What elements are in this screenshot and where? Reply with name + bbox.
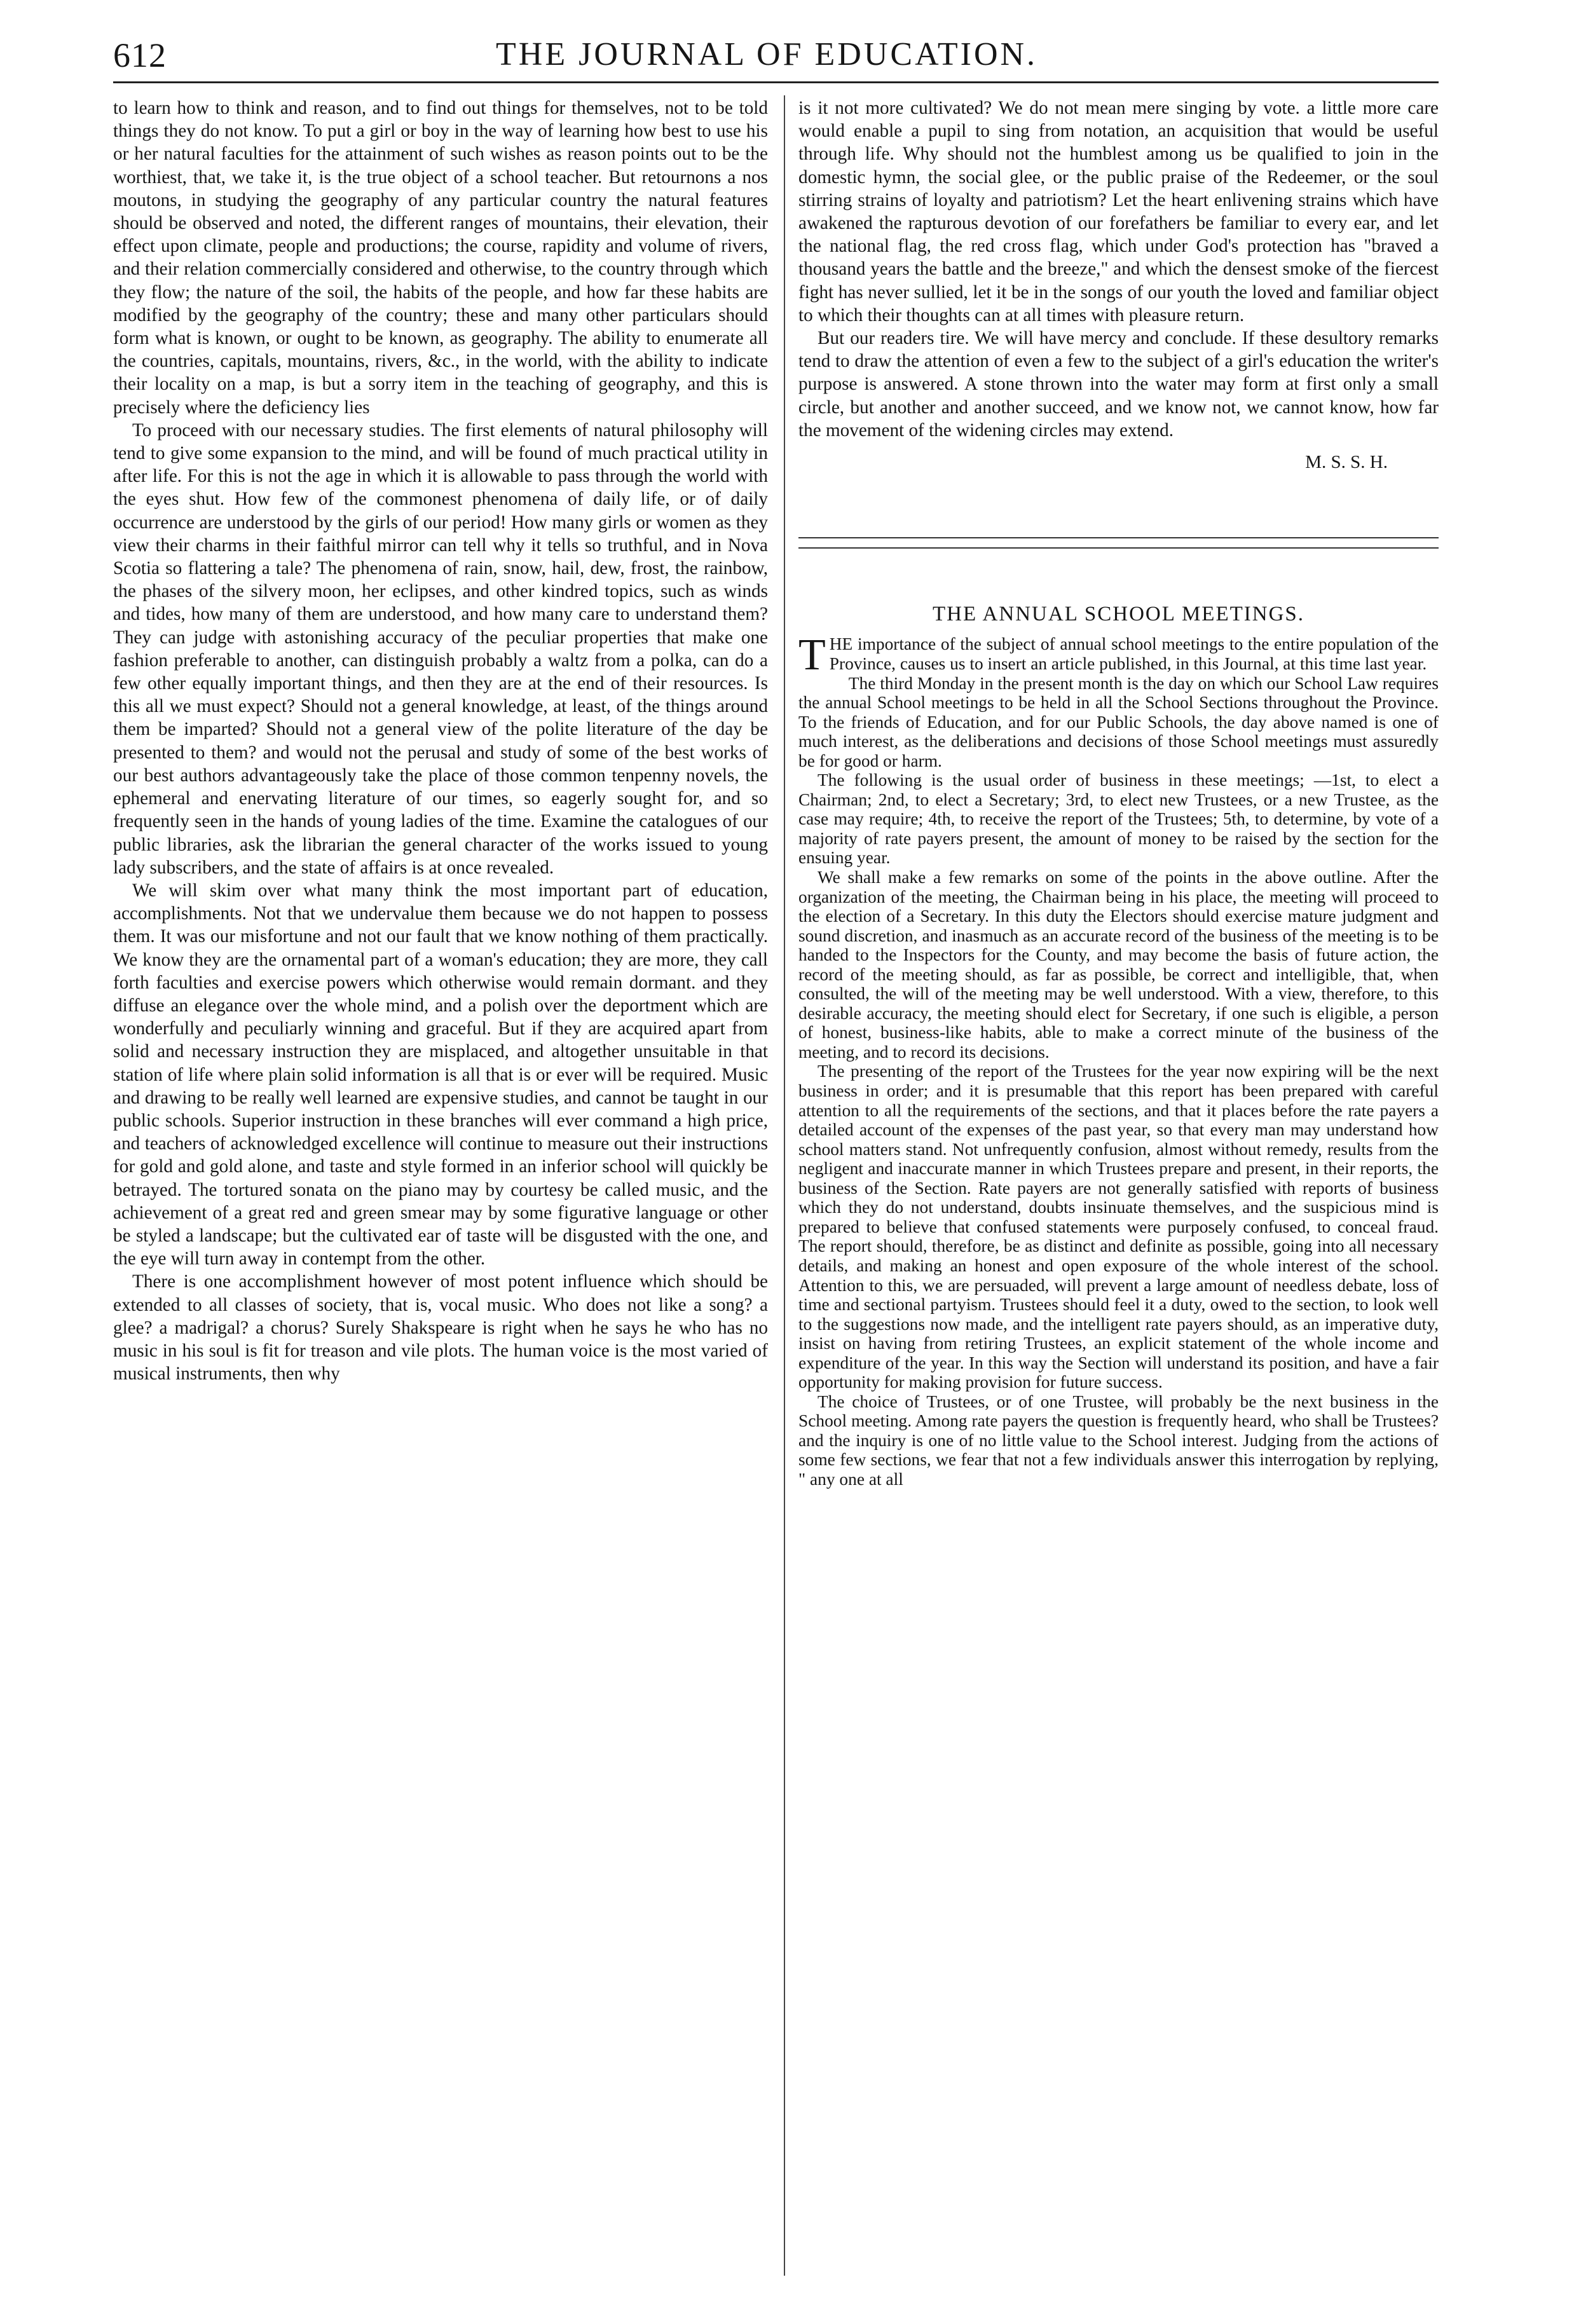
paragraph: There is one accomplishment however of most potent influence which should be extended to all classes of society, that is, vocal music. Who does not like a song? a glee? a madrigal? a chorus? Surely Shakspeare is right when he says he who has no music in his soul is fit for treason and vile plots. The human voice is the most varied of musical instruments, then why bbox=[113, 1271, 768, 1384]
section-body bbox=[798, 631, 1439, 1489]
header-rule bbox=[113, 81, 1439, 83]
section-title: THE ANNUAL SCHOOL MEETINGS. bbox=[932, 603, 1305, 626]
paragraph: But our readers tire. We will have mercy and conclude. If these desultory remarks tend to draw the attention of even a few to the subject of a girl's education the writer's purpose is answered. A stone thrown into the water may form at first only a small circle, but another and another succeed, and we know not, we cannot know, how far the movement of the widening circles may extend. bbox=[798, 328, 1439, 441]
section-divider bbox=[798, 537, 1439, 549]
right-column bbox=[798, 97, 1439, 1489]
paragraph: We will skim over what many think the most important part of education, accomplishments. Not that we undervalue them because we do not happen to possess them. It was our misfortune and not our fault that we know nothing of them practically. We know they are the ornamental part of a woman's education; they are more, they call forth faculties and exercise powers which otherwise would remain dormant. and they diffuse an elegance over the whole mind, and a polish over the deportment which are wonderfully and peculiarly winning and graceful. But if they are acquired apart from solid and necessary instruction they are misplaced, and altogether unsuitable in that station of life where plain solid information is all that is or ever will be required. Music and drawing to be really well learned are expensive studies, and cannot be taught in our public schools. Superior instruction in these branches will ever command a high price, and teachers of acknowledged excellence will continue to measure out their instructions for gold and gold alone, and taste and style formed in an inferior school will quickly be betrayed. The tortured sonata on the piano may by courtesy be called music, and the achievement of a great red and green smear may by some figurative language or other be styled a landscape; but the cultivated ear of taste will be disgusted with the one, and the eye will turn away in contempt from the other. bbox=[113, 880, 768, 1269]
paragraph: The presenting of the report of the Trustees for the year now expiring will be the next business in order; and it is presumable that this report has been prepared with careful attention to all the requirements of the sections, and that it places before the rate payers a detailed account of the expenses of the past year, so that every man may understand how school matters stand. Not unfrequently confusion, almost without remedy, results from the negligent and inaccurate manner in which Trustees prepare and present, in their reports, the business of the Section. Rate payers are not generally satisfied with reports of business which they do not understand, doubts insinuate themselves, and the suspicious mind is prepared to believe that confused statements were purposely confused, to conceal fraud. The report should, therefore, be as distinct and definite as possible, going into all necessary details, and making an honest and open exposure of the whole interest of the school. Attention to this, we are persuaded, will prevent a large amount of needless debate, loss of time and sectional partyism. Trustees should feel it a duty, owed to the section, to look well to the suggestions now made, and the intelligent rate payers should, as an imperative duty, insist on having from retiring Trustees, an explicit statement of the whole income and expenditure of the year. In this way the Section will understand its position, and have a fair opportunity for making provision for future success. bbox=[798, 1062, 1439, 1392]
paragraph: is it not more cultivated? We do not mean mere singing by vote. a little more care would enable a pupil to sing from notation, an acquisition that would be useful through life. Why should not the humblest among us be qualified to join in the domestic hymn, the social glee, or the public praise of the Redeemer, or the soul stirring strains of loyalty and patriotism? Let the heart enlivening strains which have awakened the rapturous devotion of our forefathers be familiar to every ear, and let the national flag, the red cross flag, which under God's protection has "braved a thousand years the battle and the breeze," and which the densest smoke of the fiercest fight has never sullied, let it be in the songs of our youth the loved and familiar object to which their thoughts can at all times with pleasure return. bbox=[798, 98, 1439, 325]
page-number: 612 bbox=[113, 36, 167, 74]
paragraph: to learn how to think and reason, and to find out things for themselves, not to be told things they do not know. To put a girl or boy in the way of learning how best to use his or her natural faculties for the attainment of such wishes as reason points out to be the worthiest, that, we take it, is the true object of a school teacher. But retournons a nos moutons, in studying the geography of any particular country the natural features should be observed and noted, the different ranges of mountains, their elevation, their effect upon climate, people and productions; the course, rapidity and volume of rivers, and their relation commercially considered and otherwise, to the country through which they flow; the nature of the soil, the habits of the people, and how far these habits are modified by the geography of the country; these and many other particulars should form what is known, or ought to be known, as geography. The ability to enumerate all the countries, capitals, mountains, rivers, &c., in the world, with the ability to indicate their locality on a map, is but a sorry item in the teaching of geography, and this is precisely where the deficiency lies bbox=[113, 98, 768, 418]
paragraph: The third Monday in the present month is the day on which our School Law requires the annual School meetings to be held in all the School Sections throughout the Province. To the friends of Education, and for our Public Schools, the day above named is one of much interest, as the deliberations and decisions of those School meetings must assuredly be for good or harm. bbox=[798, 673, 1439, 770]
column-divider bbox=[784, 95, 785, 2276]
lead-paragraph bbox=[798, 631, 1439, 680]
paragraph: We shall make a few remarks on some of the points in the above outline. After the organization of the meeting, the Chairman being in his place, the meeting will proceed to the election of a Secretary. In this duty the Electors should exercise mature judgment and sound discretion, and inasmuch as an accurate record of the business of the meeting is to be handed to the Inspectors for the County, and may become the basis of future action, the record of the meeting should, as far as possible, be correct and intelligible, that, when consulted, the will of the meeting may be well understood. With a view, therefore, to this desirable accuracy, the meeting should elect for Secretary, if one such is eligible, a person of honest, business-like habits, able to make a correct minute of the business of the meeting, and to record its decisions. bbox=[798, 868, 1439, 1062]
page-header bbox=[113, 31, 1435, 81]
journal-title: THE JOURNAL OF EDUCATION. bbox=[496, 36, 1038, 72]
paragraph: The following is the usual order of business in these meetings; —1st, to elect a Chairman; 2nd, to elect a Secretary; 3rd, to elect new Trustees, or a new Trustee, as the case may require; 4th, to receive the report of the Trustees; 5th, to determine, by vote of a majority of rate payers present, the amount of money to be raised by the section for the ensuing year. bbox=[798, 770, 1439, 868]
lead-text: HE importance of the subject of annual school meetings to the entire population of the Province, causes us to insert an article published, in this Journal, at this time last year. bbox=[829, 634, 1439, 673]
drop-cap: T bbox=[798, 631, 826, 680]
left-column bbox=[113, 97, 768, 1385]
author-signature: M. S. S. H. bbox=[1305, 452, 1388, 473]
paragraph: To proceed with our necessary studies. The first elements of natural philosophy will tend to give some expansion to the mind, and will be found of much practical utility in after life. For this is not the age in which it is allowable to pass through the world with the eyes shut. How few of the commonest phenomena of daily life, or of daily occurrence are understood by the girls of our period! How many girls or women as they view their charms in their faithful mirror can tell why it tells so truthful, and in Nova Scotia so flattering a tale? The phenomena of rain, snow, hail, dew, frost, the rainbow, the phases of the silvery moon, her eclipses, and other kindred topics, such as winds and tides, how many of them are understood, and how many care to understand them? They can judge with astonishing accuracy of the peculiar properties that make one fashion preferable to another, can distinguish probably a waltz from a polka, can do a few other equally important things, and then they are at the end of their resources. Is this all we must expect? Should not a general knowledge, at least, of the things around them be imparted? Should not a general view of the polite literature of the day be presented to them? and would not the perusal and study of some of the best works of our best authors advantageously take the place of those common tenpenny novels, the ephemeral and enervating literature of our times, so eagerly sought for, and so frequently seen in the hands of young ladies of the time. Examine the catalogues of our public libraries, ask the librarian the general character of the works issued to young lady subscribers, and the state of affairs is at once revealed. bbox=[113, 420, 768, 878]
paragraph: The choice of Trustees, or of one Trustee, will probably be the next business in the School meeting. Among rate payers the question is frequently heard, who shall be Trustees? and the inquiry is one of no little value to the School interest. Judging from the actions of some few sections, we fear that not a few individuals answer this interrogation by replying, " any one at all bbox=[798, 1391, 1439, 1489]
